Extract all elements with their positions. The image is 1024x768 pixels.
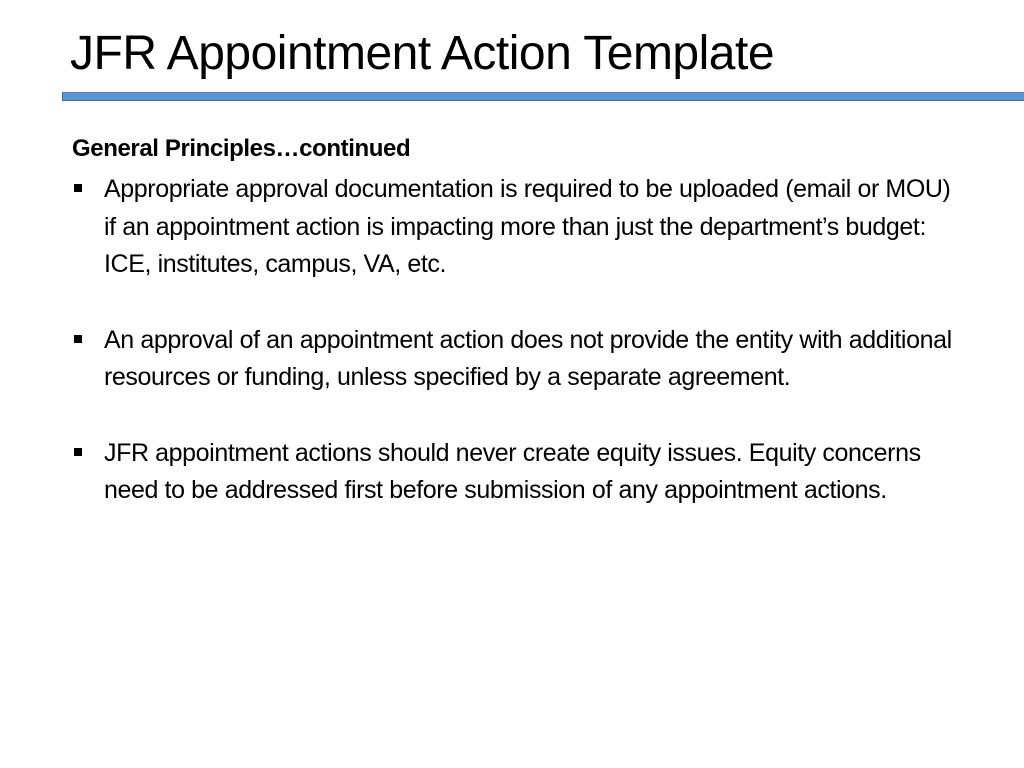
bullet-text: Appropriate approval documentation is required to be uploaded (email or MOU) if an appointment action is impacting more than just the department’s budget: ICE, institutes, campus, VA, etc. (104, 175, 951, 278)
slide-content (72, 131, 962, 548)
bullet-item-equity-issues (72, 435, 962, 510)
bullet-text: An approval of an appointment action does not provide the entity with additional resources or funding, unless specified by a separate agreement. (104, 325, 952, 391)
square-bullet-icon (74, 184, 82, 192)
bullet-item-no-additional-resources (72, 322, 962, 397)
square-bullet-icon (74, 448, 82, 456)
bullet-list (72, 171, 962, 510)
square-bullet-icon (74, 335, 82, 343)
title-underline-bar (62, 92, 1024, 101)
section-heading: General Principles…continued (72, 135, 411, 162)
bullet-text: JFR appointment actions should never create equity issues. Equity concerns need to be addressed first before submission of any appointment actions. (104, 438, 921, 504)
slide-title: JFR Appointment Action Template (70, 27, 775, 80)
bullet-item-approval-documentation (72, 171, 962, 284)
